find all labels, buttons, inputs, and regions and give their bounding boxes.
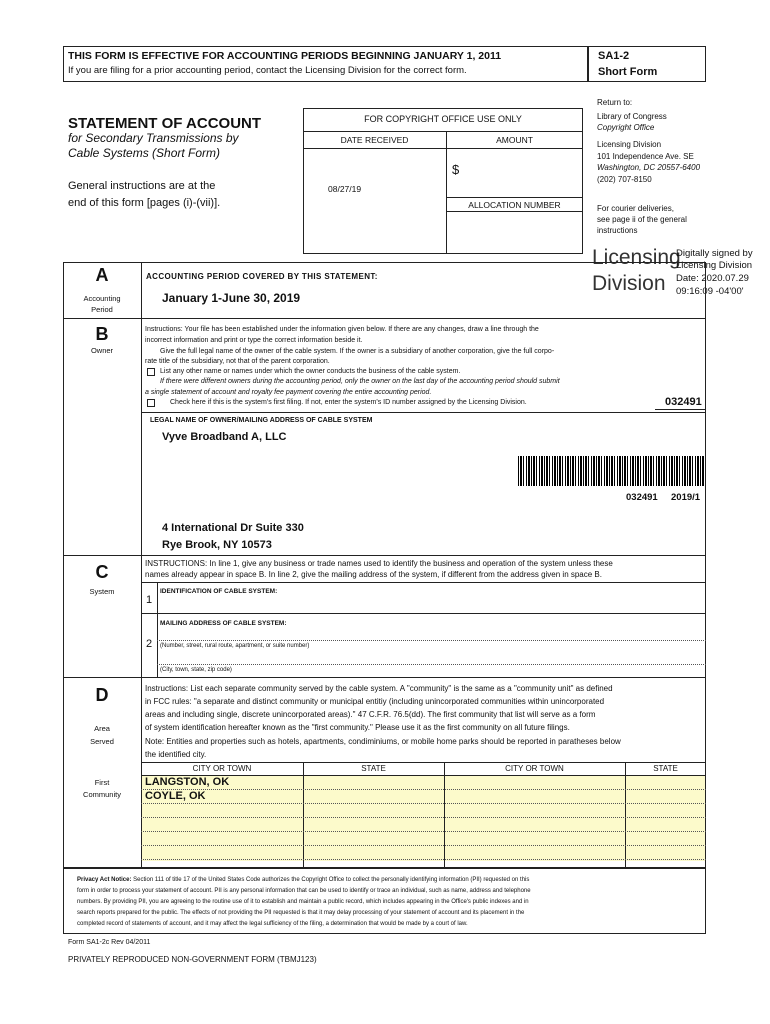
space-d-instr6: the identified city. [145,750,207,759]
return-line6: (202) 707-8150 [597,175,652,184]
space-b-instr6: If there were different owners during the accounting period, only the owner on the last day of the accounting period should submit [160,378,560,385]
space-b-letter: B [95,324,109,344]
street-hint: (Number, street, rural route, apartment, or suite number) [160,643,310,649]
effective-title: THIS FORM IS EFFECTIVE FOR ACCOUNTING PERIODS BEGINNING JANUARY 1, 2011 [68,50,502,62]
space-c-letter: C [95,562,109,582]
space-c-label: System [89,587,115,596]
barcode-system-id: 032491 [626,492,658,503]
line2-number: 2 [145,638,153,650]
col-state-header: STATE [361,764,386,773]
ident-cable-system-field[interactable] [141,613,706,614]
reproduced-notice: PRIVATELY REPRODUCED NON-GOVERNMENT FORM (TBMJ123) [68,955,317,964]
space-b-instr5: List any other name or names under which the owner conducts the business of the cable system. [160,368,461,375]
space-b-instr8: Check here if this is the system's first filing. If not, enter the system's ID number assigned by the Licensing Division. [170,399,527,406]
signature-info-3: Date: 2020.07.29 [676,273,749,284]
space-c-instr1: INSTRUCTIONS: In line 1, give any business or trade names used to identify the business and operation of the system unless these [145,559,613,568]
accounting-period-heading: ACCOUNTING PERIOD COVERED BY THIS STATEMENT: [146,272,378,281]
system-barcode [518,456,704,486]
community-row-1[interactable]: LANGSTON, OK [145,776,230,788]
space-b-label: Owner [90,346,114,355]
allocation-number-label: ALLOCATION NUMBER [468,200,561,210]
space-d-label1: Area [94,724,110,733]
system-id-value[interactable]: 032491 [665,396,702,408]
date-received-label: DATE RECEIVED [340,135,409,145]
signature-info-1: Digitally signed by [676,248,753,259]
signature-logo-line2: Division [592,272,666,295]
effective-note: If you are filing for a prior accounting period, contact the Licensing Division for the correct form. [68,65,467,76]
first-filing-checkbox[interactable] [147,399,155,407]
owner-name[interactable]: Vyve Broadband A, LLC [162,431,287,443]
first-community-label2: Community [83,790,121,799]
space-b-instr2: incorrect information and print or type the correct information beside it. [145,337,363,344]
space-d-letter: D [95,685,109,705]
privacy-line4: search reports prepared for the public. The effects of not providing the PII requested is that it may delay processing of your statement of account and its placement in the [77,910,525,916]
community-row-2[interactable]: COYLE, OK [145,790,206,802]
mailing-city-field[interactable] [157,664,706,665]
mailing-street-field[interactable] [157,640,706,641]
space-d-instr1: Instructions: List each separate community served by the cable system. A "community" is the same as a "community unit" as defined [145,684,613,693]
form-code: SA1-2 [598,50,630,62]
col-city2-header: CITY OR TOWN [505,764,564,773]
space-b-instr7: a single statement of account and royalty fee payment covering the entire accounting period. [145,389,432,396]
office-use-header: FOR COPYRIGHT OFFICE USE ONLY [364,114,522,124]
amount-label: AMOUNT [496,135,533,145]
privacy-line3: numbers. By providing PII, you are agreeing to the routine use of it to establish and maintain a public record, which includes appearing in the Office's public indexes and in [77,899,529,905]
signature-info-4: 09:16:09 -04'00' [676,286,744,297]
space-b-instr1: Instructions: Your file has been established under the information given below. If there are any changes, draw a line through the [145,326,539,333]
barcode-period: 2019/1 [671,492,701,503]
owner-address1[interactable]: 4 International Dr Suite 330 [162,522,304,534]
return-line5: Washington, DC 20557-6400 [597,163,701,172]
return-to-label: Return to: [597,98,633,107]
privacy-lead: Privacy Act Notice: [77,877,132,883]
form-revision: Form SA1-2c Rev 04/2011 [68,939,151,946]
space-d-instr5: Note: Entities and properties such as hotels, apartments, condiminiums, or mobile home parks should be reported in paratheses below [145,737,621,746]
space-d-instr2: in FCC rules: "a separate and distinct community or municipal entitiy (including unincorporated communities within unincorporated [145,697,605,706]
ident-cable-system-label: IDENTIFICATION OF CABLE SYSTEM: [160,588,278,595]
dollar-sign: $ [452,162,460,177]
mailing-address-label: MAILING ADDRESS OF CABLE SYSTEM: [160,620,287,627]
space-a-label1: Accounting [83,294,121,303]
courier-line3: instructions [597,226,638,235]
space-a-label2: Period [91,305,113,314]
col-city-header: CITY OR TOWN [192,764,252,773]
city-hint: (City, town, state, zip code) [160,667,232,673]
owner-address2[interactable]: Rye Brook, NY 10573 [162,539,272,551]
accounting-period-value[interactable]: January 1-June 30, 2019 [162,291,301,305]
subtitle-line1: for Secondary Transmissions by [68,131,239,145]
page-title: STATEMENT OF ACCOUNT [68,115,262,132]
other-names-checkbox[interactable] [147,368,155,376]
general-instructions-1: General instructions are at the [68,180,216,192]
office-use-box [303,108,583,254]
privacy-text1: Section 111 of title 17 of the United States Code authorizes the Copyright Office to collect the personally identifying information (PII) requested on this [133,877,530,883]
signature-info-2: Licensing Division [676,260,753,271]
privacy-line5: completed record of statements of account, and it may affect the legal sufficiency of the filing, a determination that would be made by a court of law. [77,921,468,927]
space-b-instr4: rate title of the subsidiary, not that of the parent corporation. [145,358,330,365]
col-state2-header: STATE [653,764,678,773]
privacy-line2: form in order to process your statement of account. PII is any personal information that can be used to identify or trace an individual, such as name, address and telephone [77,888,531,894]
return-line1: Library of Congress [597,112,667,121]
space-b-instr3: Give the full legal name of the owner of the cable system. If the owner is a subsidiary of another corporation, give the full corpo- [160,348,555,355]
first-community-label1: First [94,778,110,787]
space-d-instr4: of system identification hereafter known as the "first community." Please use it as the first community on all future filings. [145,723,570,732]
return-line2: Copyright Office [597,123,655,132]
signature-logo-line1: Licensing [592,246,681,269]
courier-line1: For courier deliveries, [597,204,674,213]
general-instructions-2: end of this form [pages (i)-(vii)]. [68,197,221,209]
return-line3: Licensing Division [597,140,662,149]
space-a-letter: A [95,265,109,285]
space-d-instr3: areas and including single, discrete unincorporated areas)." 47 C.F.R. 76.5(dd). The first community that list will serve as a form [145,710,596,719]
legal-name-label: LEGAL NAME OF OWNER/MAILING ADDRESS OF CABLE SYSTEM [150,417,373,424]
form-name: Short Form [598,66,658,78]
line1-number: 1 [145,594,153,606]
return-line4: 101 Independence Ave. SE [597,152,694,161]
date-received-value: 08/27/19 [328,184,362,194]
subtitle-line2: Cable Systems (Short Form) [68,146,221,160]
courier-line2: see page ii of the general [597,215,687,224]
space-d-label2: Served [90,737,114,746]
privacy-line1 [77,876,529,884]
space-c-instr2: names already appear in space B. In line 2, give the mailing address of the system, if different from the address given in space B. [145,570,602,579]
